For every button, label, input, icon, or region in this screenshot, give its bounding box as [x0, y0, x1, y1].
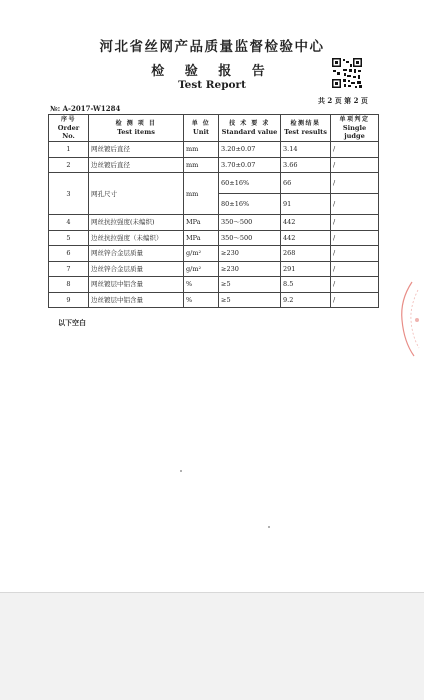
- cell-order-no: 7: [49, 261, 89, 277]
- table-row: [49, 246, 379, 262]
- cell-judge: /: [331, 173, 379, 194]
- table-row: [49, 142, 379, 158]
- cell-judge: /: [331, 230, 379, 246]
- cell-result: 8.5: [281, 277, 331, 293]
- table-row: [49, 292, 379, 308]
- cell-judge: /: [331, 157, 379, 173]
- cell-result: 291: [281, 261, 331, 277]
- cell-standard: ≥230: [219, 246, 281, 262]
- cell-test-item: 边丝抗拉强度（未编织）: [89, 230, 184, 246]
- cell-result: 442: [281, 230, 331, 246]
- cell-unit: %: [184, 292, 219, 308]
- cell-result: 91: [281, 194, 331, 215]
- cell-test-item: 网丝抗拉强度(未编织): [89, 215, 184, 231]
- cell-unit: mm: [184, 157, 219, 173]
- cell-judge: /: [331, 261, 379, 277]
- scan-speck: [180, 470, 182, 472]
- blank-below-note: 以下空白: [58, 318, 86, 327]
- cell-order-no: 1: [49, 142, 89, 158]
- scan-speck: [268, 526, 270, 528]
- cell-result: 3.14: [281, 142, 331, 158]
- cell-order-no: 3: [49, 173, 89, 215]
- header-unit: 单 位 Unit: [184, 115, 219, 142]
- table-row: [49, 173, 379, 194]
- cell-unit: MPa: [184, 230, 219, 246]
- cell-standard: 350～500: [219, 215, 281, 231]
- cell-unit: mm: [184, 142, 219, 158]
- cell-test-item: 边丝锌合金层质量: [89, 261, 184, 277]
- cell-standard: 3.20±0.07: [219, 142, 281, 158]
- cell-test-item: 网丝镀层中铝含量: [89, 277, 184, 293]
- cell-standard: 3.70±0.07: [219, 157, 281, 173]
- test-results-table: [48, 114, 379, 308]
- cell-result: 268: [281, 246, 331, 262]
- cell-test-item: 边丝镀后直径: [89, 157, 184, 173]
- table-row: [49, 215, 379, 231]
- cell-order-no: 2: [49, 157, 89, 173]
- cell-standard: 80±16%: [219, 194, 281, 215]
- cell-judge: /: [331, 194, 379, 215]
- cell-standard: 350～500: [219, 230, 281, 246]
- report-number: №: A-2017-W1284: [50, 104, 121, 113]
- cell-standard: ≥230: [219, 261, 281, 277]
- cell-result: 66: [281, 173, 331, 194]
- cell-unit: mm: [184, 173, 219, 215]
- cell-order-no: 6: [49, 246, 89, 262]
- qr-code-icon: [331, 57, 363, 89]
- red-seal-stamp-icon: [398, 280, 424, 358]
- table-row: [49, 261, 379, 277]
- cell-judge: /: [331, 215, 379, 231]
- table-row: [49, 277, 379, 293]
- cell-test-item: 边丝镀层中铝含量: [89, 292, 184, 308]
- cell-order-no: 8: [49, 277, 89, 293]
- cell-order-no: 9: [49, 292, 89, 308]
- table-header-row: [49, 115, 379, 142]
- cell-standard: 60±16%: [219, 173, 281, 194]
- cell-order-no: 5: [49, 230, 89, 246]
- header-test-results: 检测结果 Test results: [281, 115, 331, 142]
- cell-standard: ≥5: [219, 277, 281, 293]
- organization-name: 河北省丝网产品质量监督检验中心: [99, 39, 325, 55]
- cell-unit: MPa: [184, 215, 219, 231]
- cell-judge: /: [331, 142, 379, 158]
- table-row: [49, 230, 379, 246]
- cell-result: 3.66: [281, 157, 331, 173]
- table-row: [49, 157, 379, 173]
- cell-order-no: 4: [49, 215, 89, 231]
- cell-unit: g/m²: [184, 261, 219, 277]
- cell-unit: g/m²: [184, 246, 219, 262]
- report-title-chinese: 检 验 报 告: [151, 64, 273, 79]
- report-title-english: Test Report: [178, 79, 246, 91]
- cell-standard: ≥5: [219, 292, 281, 308]
- cell-test-item: 网丝锌合金层质量: [89, 246, 184, 262]
- cell-test-item: 网孔尺寸: [89, 173, 184, 215]
- header-order-no: 序号 Order No.: [49, 115, 89, 142]
- cell-judge: /: [331, 292, 379, 308]
- cell-result: 9.2: [281, 292, 331, 308]
- cell-test-item: 网丝镀后直径: [89, 142, 184, 158]
- cell-result: 442: [281, 215, 331, 231]
- page-count: 共 2 页 第 2 页: [318, 96, 368, 105]
- cell-unit: %: [184, 277, 219, 293]
- cell-judge: /: [331, 277, 379, 293]
- header-test-items: 检 测 项 目 Test items: [89, 115, 184, 142]
- header-standard-value: 技 术 要 求 Standard value: [219, 115, 281, 142]
- header-single-judge: 单项判定 Single judge: [331, 115, 379, 142]
- cell-judge: /: [331, 246, 379, 262]
